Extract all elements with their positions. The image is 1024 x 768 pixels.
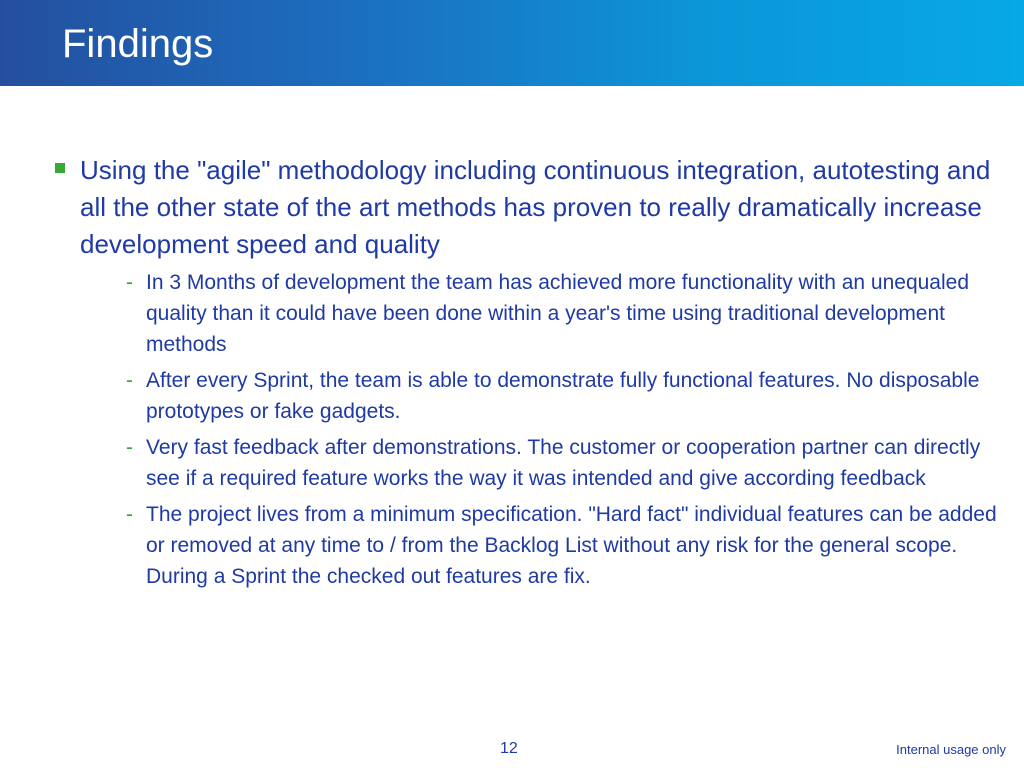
sub-bullet-item bbox=[80, 432, 1012, 494]
page-number: 12 bbox=[500, 740, 518, 757]
square-bullet-icon bbox=[55, 163, 65, 173]
dash-bullet-icon: - bbox=[126, 503, 133, 526]
sub-bullet-text: After every Sprint, the team is able to demonstrate fully functional features. No disposable prototypes or fake gadgets. bbox=[146, 369, 980, 423]
slide-content bbox=[52, 152, 1012, 597]
sub-bullet-item bbox=[80, 267, 1012, 360]
sub-bullet-text: The project lives from a minimum specification. "Hard fact" individual features can be added or removed at any time to / from the Backlog List without any risk for the general scope. During a Sprint the checked out features are fix. bbox=[146, 503, 997, 588]
dash-bullet-icon: - bbox=[126, 369, 133, 392]
dash-bullet-icon: - bbox=[126, 436, 133, 459]
dash-bullet-icon: - bbox=[126, 271, 133, 294]
slide-title: Findings bbox=[62, 22, 214, 66]
main-bullet bbox=[52, 152, 1012, 592]
sub-bullet-item bbox=[80, 499, 1012, 592]
sub-bullet-text: In 3 Months of development the team has achieved more functionality with an unequaled quality than it could have been done within a year's time using traditional development methods bbox=[146, 271, 970, 356]
footer-note: Internal usage only bbox=[896, 742, 1006, 757]
sub-bullet-list bbox=[80, 267, 1012, 592]
title-bar bbox=[0, 0, 1024, 86]
sub-bullet-text: Very fast feedback after demonstrations. The customer or cooperation partner can directly see if a required feature works the way it was intended and give according feedback bbox=[146, 436, 981, 490]
sub-bullet-item bbox=[80, 365, 1012, 427]
main-bullet-text: Using the "agile" methodology including continuous integration, autotesting and all the other state of the art methods has proven to really dramatically increase development speed and quality bbox=[80, 155, 991, 259]
